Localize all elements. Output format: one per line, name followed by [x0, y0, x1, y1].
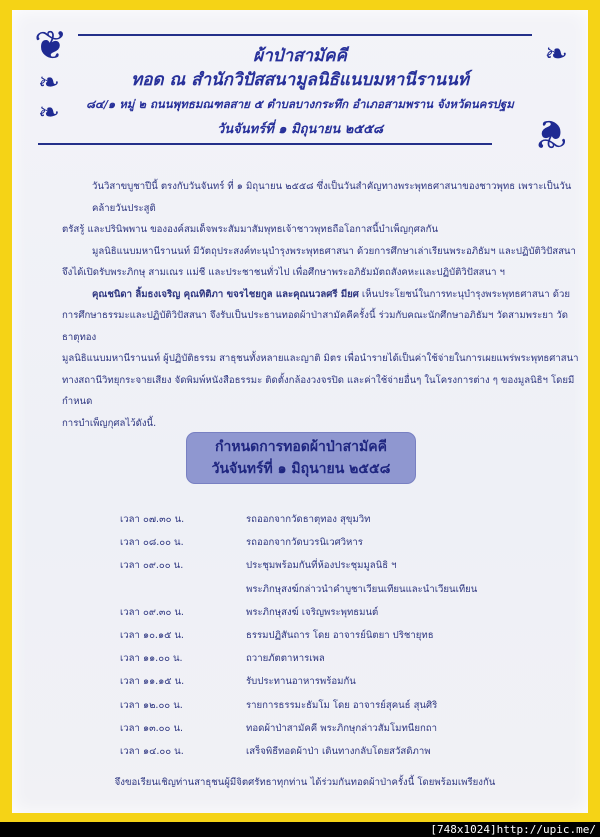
paragraph-line: ตรัสรู้ และปรินิพพาน ขององค์สมเด็จพระสัมมาสัมพุทธเจ้าชาวพุทธถือโอกาสนี้บำเพ็ญกุศลกัน: [62, 224, 439, 235]
paragraph-line: การบำเพ็ญกุศลไว้ดังนี้.: [62, 417, 157, 429]
schedule-title-box: [186, 432, 416, 484]
schedule-desc: รถออกจากวัดธาตุทอง สุขุมวิท: [246, 514, 371, 526]
paragraph-line: วันวิสาขบูชาปีนี้ ตรงกับวันจันทร์ ที่ ๑ มิถุนายน ๒๕๕๘ ซึ่งเป็นวันสำคัญทางพระพุทธศาสนาของชาวพุทธ เพราะเป็นวันคล้ายวันประสูติ: [92, 181, 572, 214]
paragraph-text: เห็นประโยชน์ในการทะนุบำรุงพระพุทธศาสนา ด้วย: [358, 288, 570, 300]
schedule-row: [120, 508, 540, 531]
schedule-row: [120, 647, 540, 670]
schedule-time: เวลา ๑๑.๐๐ น.: [120, 653, 183, 665]
ornament-side-icon: ❧❧: [34, 68, 64, 128]
schedule-desc: ทอดผ้าป่าสามัคคี พระภิกษุกล่าวสัมโมทนียกถา: [246, 722, 437, 734]
schedule-desc: พระภิกษุสงฆ์ เจริญพระพุทธมนต์: [246, 606, 379, 618]
paragraph-line: มูลนิธิแนบมหานีรานนท์ มีวัตถุประสงค์ทะนุบำรุงพระพุทธศาสนา ด้วยการศึกษาเล่าเรียนพระอภิธัมฯ และปฏิบัติวิปัสสนา: [92, 245, 576, 257]
ornament-side-icon: ❧: [544, 37, 568, 70]
document-subtitle: ทอด ณ สำนักวิปัสสนามูลนิธิแนบมหานีรานนท์: [131, 70, 469, 90]
schedule-time: เวลา ๐๙.๐๐ น.: [120, 560, 184, 572]
schedule-row: [120, 578, 540, 601]
header-top-rule: [78, 34, 532, 36]
schedule-time: เวลา ๑๔.๐๐ น.: [120, 745, 184, 757]
schedule-desc: ประชุมพร้อมกันที่ห้องประชุมมูลนิธิ ฯ: [246, 560, 397, 572]
schedule-row: [120, 670, 540, 693]
schedule-list: [120, 508, 540, 763]
sponsor-names: คุณชนิดา ลิ้มธงเจริญ คุณทิติภา ขจรไชยกูล และคุณนวลศรี มียศ: [92, 288, 359, 300]
paragraph-line: [62, 284, 582, 306]
paragraph-line: จึงได้เปิดรับพระภิกษุ สามเณร แม่ชี และประชาชนทั่วไป เพื่อศึกษาพระอภิธัมมัตถสังคหะและปฏิบัติวิปัสสนา ฯ: [62, 267, 505, 278]
schedule-time: เวลา ๑๓.๐๐ น.: [120, 722, 184, 734]
schedule-time: เวลา ๑๒.๐๐ น.: [120, 699, 183, 711]
event-date: วันจันทร์ที่ ๑ มิถุนายน ๒๕๕๘: [216, 122, 384, 137]
paragraph-line: การศึกษาธรรมะและปฏิบัติวิปัสสนา จึงรับเป็นประธานทอดผ้าป่าสามัคคีครั้งนี้ ร่วมกับคณะนักศึกษาอภิธัมฯ วัดสามพระยา วัดธาตุทอง: [62, 310, 568, 343]
schedule-time: เวลา ๐๘.๐๐ น.: [120, 537, 184, 549]
schedule-row: [120, 601, 540, 624]
schedule-row: [120, 694, 540, 717]
schedule-row: [120, 531, 540, 554]
schedule-time: เวลา ๐๙.๓๐ น.: [120, 606, 184, 618]
header-bottom-rule: [38, 143, 492, 145]
schedule-time: เวลา ๑๑.๑๕ น.: [120, 676, 185, 688]
schedule-desc: เสร็จพิธีทอดผ้าป่า เดินทางกลับโดยสวัสดิภาพ: [246, 745, 431, 757]
schedule-date: วันจันทร์ที่ ๑ มิถุนายน ๒๕๕๘: [211, 461, 391, 477]
address: ๘๔/๑ หมู่ ๒ ถนนพุทธมณฑลสาย ๕ ตำบลบางกระทึก อำเภอสามพราน จังหวัดนครปฐม: [86, 97, 514, 111]
ornament-corner-icon: ❦: [34, 23, 68, 69]
ornament-corner-icon: ❦: [534, 110, 568, 156]
schedule-row: [120, 717, 540, 740]
schedule-row: [120, 554, 540, 577]
closing-invitation: จึงขอเรียนเชิญท่านสาธุชนผู้มีจิตศรัทธาทุกท่าน ได้ร่วมกันทอดผ้าป่าครั้งนี้ โดยพร้อมเพรียงกัน: [114, 777, 496, 788]
header-box: [34, 23, 568, 156]
schedule-desc: รายการธรรมะธัมโม โดย อาจารย์สุคนธ์ สุนศิริ: [246, 699, 438, 711]
schedule-desc: พระภิกษุสงฆ์กล่าวนำคำบูชาเวียนเทียนและนำเวียนเทียน: [246, 583, 478, 595]
intro-text: [62, 176, 582, 434]
paragraph-line: มูลนิธิแนบมหานีรานนท์ ผู้ปฏิบัติธรรม สาธุชนทั้งหลายและญาติ มิตร เพื่อนำรายได้เป็นค่าใช้จ่ายในการเผยแพร่พระพุทธศาสนา: [62, 353, 579, 364]
schedule-time: เวลา ๑๐.๑๕ น.: [120, 630, 184, 642]
schedule-row: [120, 740, 540, 763]
document-title: ผ้าป่าสามัคคี: [253, 46, 347, 66]
schedule-desc: รถออกจากวัดบวรนิเวศวิหาร: [246, 537, 363, 549]
schedule-desc: รับประทานอาหารพร้อมกัน: [246, 676, 356, 688]
schedule-row: [120, 624, 540, 647]
schedule-desc: ถวายภัตตาหารเพล: [246, 653, 325, 665]
schedule-desc: ธรรมปฏิสันถาร โดย อาจารย์นิตยา ปริชายุทธ: [246, 630, 434, 642]
paragraph-line: ทางสถานีวิทยุกระจายเสียง จัดพิมพ์หนังสือธรรมะ ติดตั้งกล้องวงจรปิด และค่าใช้จ่ายอื่นๆ ในโครงการต่าง ๆ ของมูลนิธิฯ โดยมีกำหนด: [62, 374, 575, 407]
schedule-title: กำหนดการทอดผ้าป่าสามัคคี: [215, 439, 387, 455]
image-watermark: [748x1024]http://upic.me/: [430, 823, 596, 836]
schedule-time: เวลา ๐๗.๓๐ น.: [120, 514, 185, 526]
